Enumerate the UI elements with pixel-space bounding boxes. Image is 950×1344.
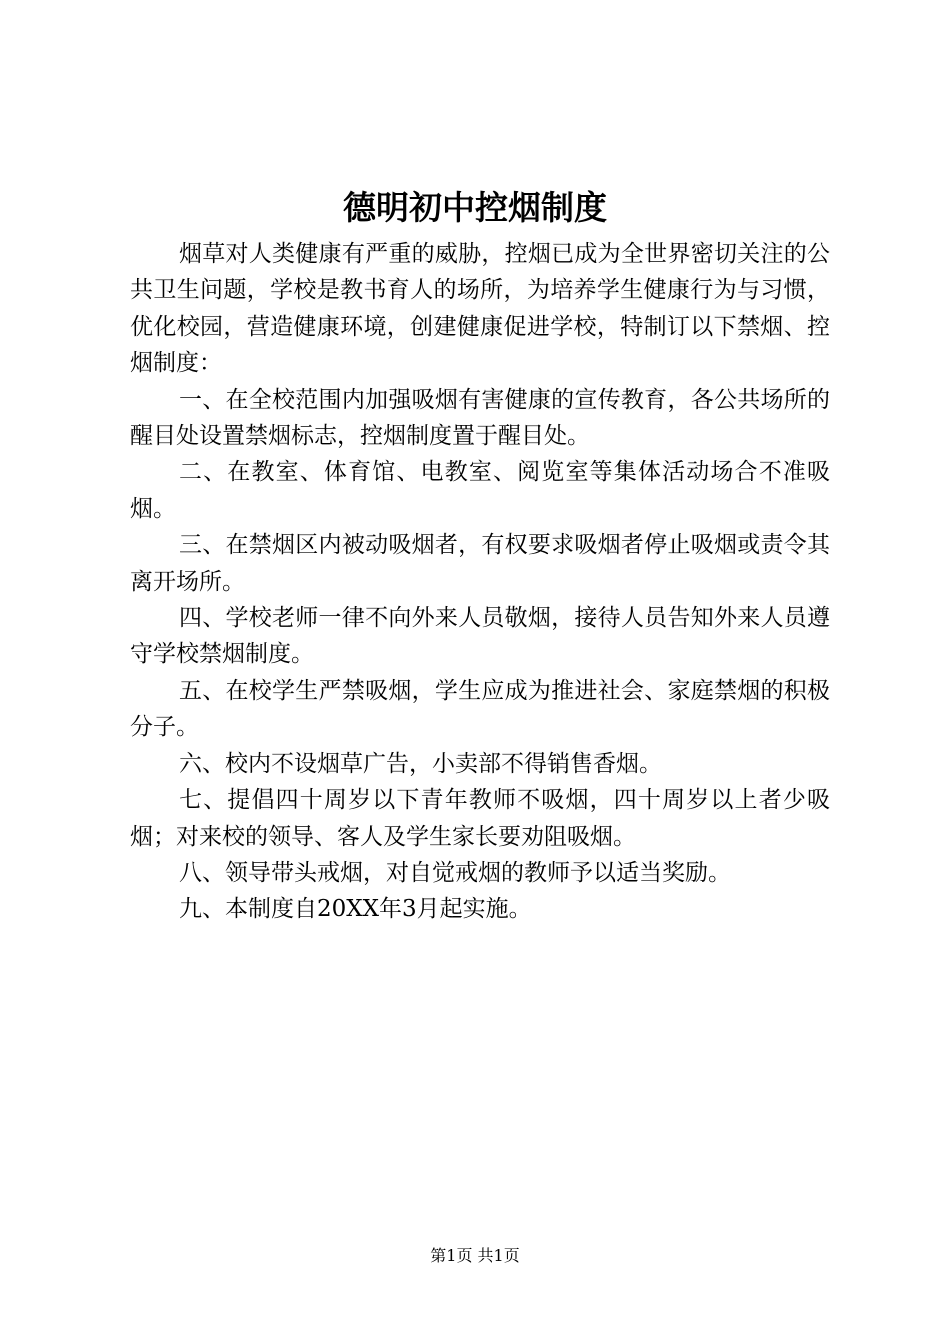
document-title: 德明初中控烟制度 bbox=[343, 188, 607, 227]
page-footer: 第1页 共1页 bbox=[430, 1246, 520, 1265]
rule-item-3: 三、在禁烟区内被动吸烟者，有权要求吸烟者停止吸烟或责令其离开场所。 bbox=[130, 532, 830, 595]
rule-item-1: 一、在全校范围内加强吸烟有害健康的宣传教育，各公共场所的醒目处设置禁烟标志，控烟制度置于醒目处。 bbox=[130, 386, 830, 450]
intro-paragraph: 烟草对人类健康有严重的威胁，控烟已成为全世界密切关注的公共卫生问题，学校是教书育人的场所，为培养学生健康行为与习惯，优化校园，营造健康环境，创建健康促进学校，特制订以下禁烟、控烟制度： bbox=[130, 241, 830, 377]
rule-item-8: 八、领导带头戒烟，对自觉戒烟的教师予以适当奖励。 bbox=[179, 859, 731, 886]
rule-item-7: 七、提倡四十周岁以下青年教师不吸烟，四十周岁以上者少吸烟；对来校的领导、客人及学生家长要劝阻吸烟。 bbox=[130, 787, 830, 850]
rule-item-2: 二、在教室、体育馆、电教室、阅览室等集体活动场合不准吸烟。 bbox=[130, 459, 830, 522]
rule-item-9: 九、本制度自20XX年3月起实施。 bbox=[179, 896, 532, 923]
rule-item-5: 五、在校学生严禁吸烟，学生应成为推进社会、家庭禁烟的积极分子。 bbox=[130, 677, 830, 741]
rule-item-6: 六、校内不设烟草广告，小卖部不得销售香烟。 bbox=[179, 750, 662, 777]
rule-item-4: 四、学校老师一律不向外来人员敬烟，接待人员告知外来人员遵守学校禁烟制度。 bbox=[130, 605, 830, 668]
document-body bbox=[130, 236, 830, 928]
